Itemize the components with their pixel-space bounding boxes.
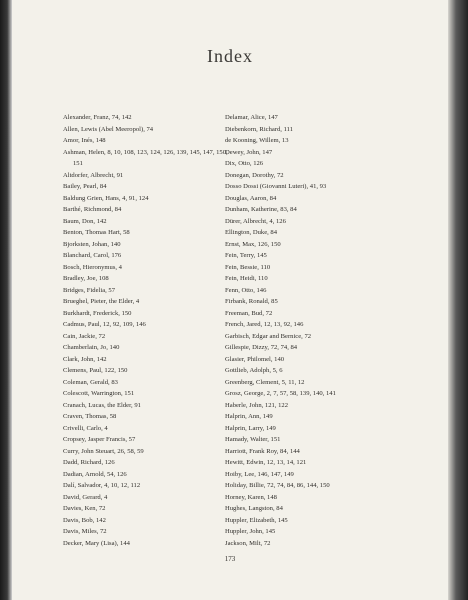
index-entry: Bosch, Hieronymus, 4 [63, 263, 122, 271]
index-entry: Douglas, Aaron, 84 [225, 194, 277, 202]
index-entry: Dunham, Katherine, 83, 84 [225, 206, 297, 213]
index-entry: Delamar, Alice, 147 [225, 114, 278, 121]
index-entry: Davis, Miles, 72 [63, 528, 107, 535]
index-entry: Ernst, Max, 126, 150 [225, 240, 281, 248]
index-entry: Davies, Ken, 72 [63, 505, 106, 512]
index-entry: Clark, John, 142 [63, 355, 107, 363]
index-entry: Huppler, Elizabeth, 145 [225, 516, 288, 524]
index-entry: Holiday, Billie, 72, 74, 84, 86, 144, 150 [225, 482, 330, 489]
index-entry: Fein, Terry, 145 [225, 252, 267, 259]
index-entry: Huppler, John, 145 [225, 528, 276, 535]
index-entry: Dix, Otto, 126 [225, 160, 264, 167]
page-edge [448, 0, 468, 600]
index-entry: Fein, Bessie, 110 [225, 263, 271, 271]
index-entry: Davis, Bob, 142 [63, 516, 106, 524]
index-entry: Crivelli, Carlo, 4 [63, 424, 108, 432]
index-entry: Jackson, Milt, 72 [225, 539, 271, 547]
index-entry: Gottlieb, Adolph, 5, 6 [225, 367, 283, 374]
index-entry: Hamady, Walter, 151 [225, 436, 281, 443]
index-entry: Cadmus, Paul, 12, 92, 109, 146 [63, 321, 146, 328]
index-entry: Fenn, Otto, 146 [225, 286, 267, 294]
index-entry: Curry, John Steuart, 26, 58, 59 [63, 447, 144, 455]
index-entry: Colescott, Warrington, 151 [63, 390, 135, 397]
index-entry: Coleman, Gerald, 83 [63, 378, 118, 386]
index-entry: Bailey, Pearl, 84 [63, 183, 107, 190]
index-entry: Gillespie, Dizzy, 72, 74, 84 [225, 344, 298, 351]
index-entry: Burkhardt, Frederick, 150 [63, 309, 132, 317]
index-entry: Ellington, Duke, 84 [225, 229, 278, 236]
index-entry: Clemens, Paul, 122, 150 [63, 367, 128, 374]
index-entry: Cain, Jackie, 72 [63, 332, 106, 340]
index-entry: Baldung Grien, Hans, 4, 91, 124 [63, 194, 149, 202]
index-entry: Donegan, Dorothy, 72 [225, 171, 284, 179]
index-entry: Glasier, Philomel, 140 [225, 355, 285, 363]
book-spine-shadow [0, 0, 12, 600]
index-entry: Garbisch, Edgar and Bernice, 72 [225, 332, 312, 340]
index-entry: Cropsey, Jasper Francis, 57 [63, 436, 136, 443]
index-entry: Craven, Thomas, 58 [63, 413, 117, 420]
index-entry: Barthé, Richmond, 84 [63, 206, 122, 213]
index-entry: Diebenkorn, Richard, 111 [225, 125, 293, 133]
index-entry: Harriott, Frank Roy, 84, 144 [225, 447, 300, 455]
index-column-left [63, 112, 233, 549]
index-entry: Benton, Thomas Hart, 58 [63, 229, 130, 236]
index-entry: Halprin, Ann, 149 [225, 413, 273, 420]
index-entry: Hoiby, Lee, 146, 147, 149 [225, 470, 294, 478]
index-entry: Baum, Don, 142 [63, 217, 107, 225]
index-entry: French, Jared, 12, 13, 92, 146 [225, 321, 304, 328]
index-entry: Ashman, Helen, 8, 10, 108, 123, 124, 126, 139, 145, 147, 150, 151 [63, 148, 228, 167]
index-entry: Firbank, Ronald, 85 [225, 298, 278, 305]
page-number: 173 [224, 555, 236, 563]
index-entry: David, Gerard, 4 [63, 493, 108, 501]
index-entry: Grosz, George, 2, 7, 57, 58, 139, 140, 141 [225, 390, 336, 397]
index-entry: Amor, Inés, 148 [63, 137, 106, 144]
index-column-right [225, 112, 395, 549]
index-entry: Horney, Karen, 148 [225, 493, 277, 501]
index-entry: Dürer, Albrecht, 4, 126 [225, 217, 286, 225]
index-entry: Hughes, Langston, 84 [225, 505, 283, 512]
index-entry: Bradley, Joe, 108 [63, 275, 109, 282]
index-entry: Chamberlain, Jo, 140 [63, 344, 120, 351]
index-entry: Bjorksten, Johan, 140 [63, 240, 121, 248]
index-entry: Cranach, Lucas, the Elder, 91 [63, 401, 141, 409]
index-entry: Haberle, John, 121, 122 [225, 401, 288, 409]
index-entry: Decker, Mary (Lisa), 144 [63, 539, 130, 547]
index-entry: Brueghel, Pieter, the Elder, 4 [63, 298, 140, 305]
index-entry: Dosso Dossi (Giovanni Luteri), 41, 93 [225, 183, 327, 190]
index-entry: Halprin, Larry, 149 [225, 424, 276, 432]
index-entry: Dadd, Richard, 126 [63, 459, 115, 466]
index-entry: Hewitt, Edwin, 12, 13, 14, 121 [225, 459, 307, 466]
index-entry: Dewey, John, 147 [225, 148, 273, 156]
index-entry: Dalí, Salvador, 4, 10, 12, 112 [63, 482, 141, 489]
index-entry: Freeman, Bud, 72 [225, 309, 273, 317]
index-entry: Bridges, Fidelia, 57 [63, 286, 116, 294]
index-entry: Altdorfer, Albrecht, 91 [63, 171, 124, 179]
index-entry: Alexander, Franz, 74, 142 [63, 114, 132, 121]
page-title: Index [207, 46, 253, 66]
index-entry: Allen, Lewis (Abel Meeropol), 74 [63, 125, 154, 133]
index-entry: Fein, Heidi, 110 [225, 275, 268, 282]
index-entry: Blanchard, Carol, 176 [63, 252, 122, 259]
index-entry: Dadian, Arnold, 54, 126 [63, 470, 127, 478]
index-entry: Greenberg, Clement, 5, 11, 12 [225, 378, 305, 386]
book-page [12, 0, 448, 600]
index-entry: de Kooning, Willem, 13 [225, 137, 289, 144]
